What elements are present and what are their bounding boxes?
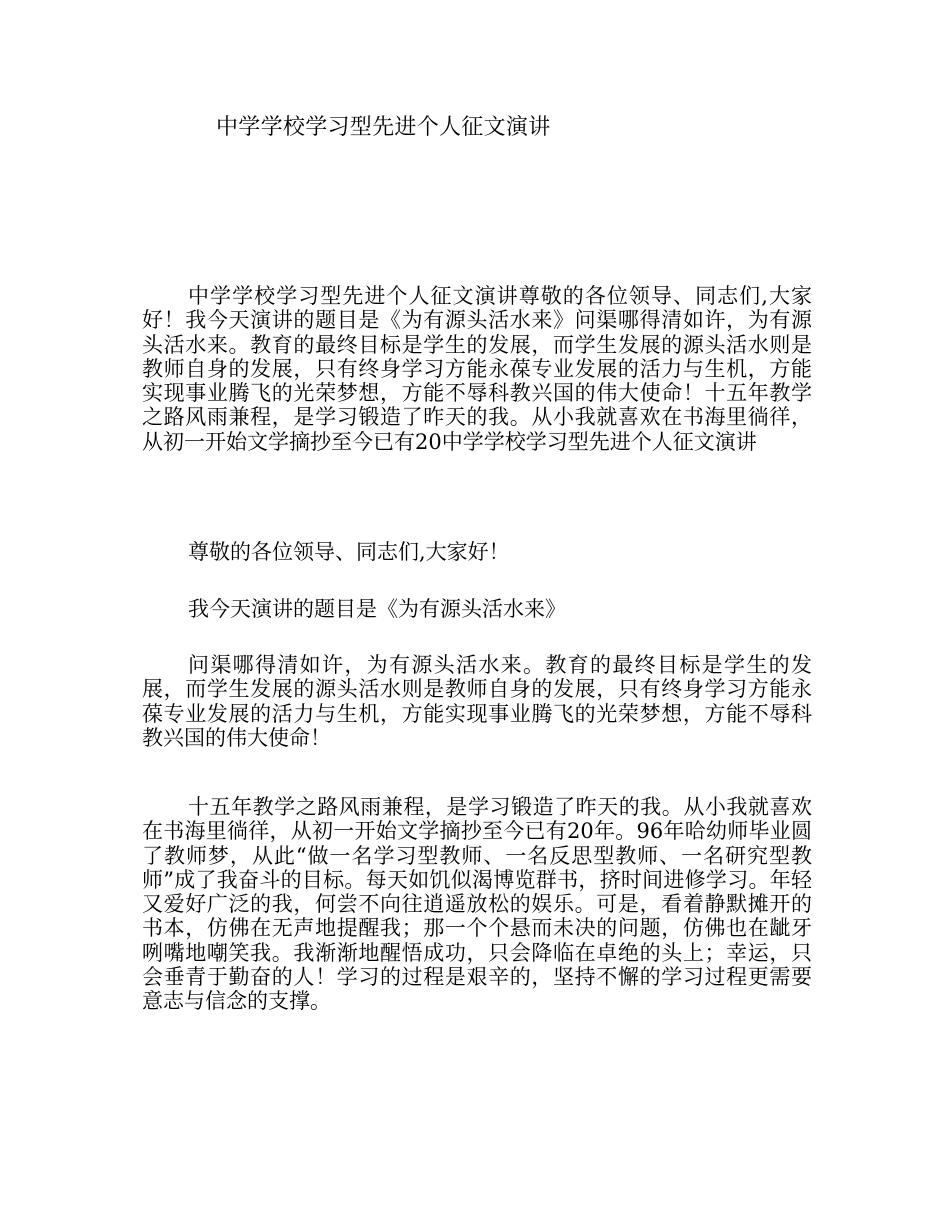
paragraph-summary: 中学学校学习型先进个人征文演讲尊敬的各位领导、同志们,大家好！我今天演讲的题目是《为有源头活水来》问渠哪得清如许，为有源头活水来。教育的最终目标是学生的发展，而学生发展的源头活水则是教师自身的发展，只有终身学习方能永葆专业发展的活力与生机，方能实现事业腾飞的光荣梦想，方能不辱科教兴国的伟大使命！十五年教学之路风雨兼程，是学习锻造了昨天的我。从小我就喜欢在书海里徜徉，从初一开始文学摘抄至今已有20中学学校学习型先进个人征文演讲 [142, 284, 812, 454]
document-title: 中学学校学习型先进个人征文演讲 [216, 115, 551, 140]
paragraph-learning-journey: 十五年教学之路风雨兼程，是学习锻造了昨天的我。从小我就喜欢在书海里徜徉，从初一开始文学摘抄至今已有20年。96年哈幼师毕业圆了教师梦，从此“做一名学习型教师、一名反思型教师、一名研究型教师”成了我奋斗的目标。每天如饥似渴博览群书，挤时间进修学习。年轻又爱好广泛的我，何尝不向往逍遥放松的娱乐。可是，看着静默摊开的书本，仿佛在无声地提醒我；那一个个悬而未决的问题，仿佛也在龇牙咧嘴地嘲笑我。我渐渐地醒悟成功，只会降临在卓绝的头上；幸运，只会垂青于勤奋的人！学习的过程是艰辛的，坚持不懈的学习过程更需要意志与信念的支撑。 [142, 795, 812, 1014]
paragraph-education-goal: 问渠哪得清如许，为有源头活水来。教育的最终目标是学生的发展，而学生发展的源头活水则是教师自身的发展，只有终身学习方能永葆专业发展的活力与生机，方能实现事业腾飞的光荣梦想，方能不辱科教兴国的伟大使命！ [142, 653, 812, 750]
paragraph-speech-topic: 我今天演讲的题目是《为有源头活水来》 [188, 597, 566, 621]
paragraph-greeting: 尊敬的各位领导、同志们,大家好！ [188, 540, 510, 564]
